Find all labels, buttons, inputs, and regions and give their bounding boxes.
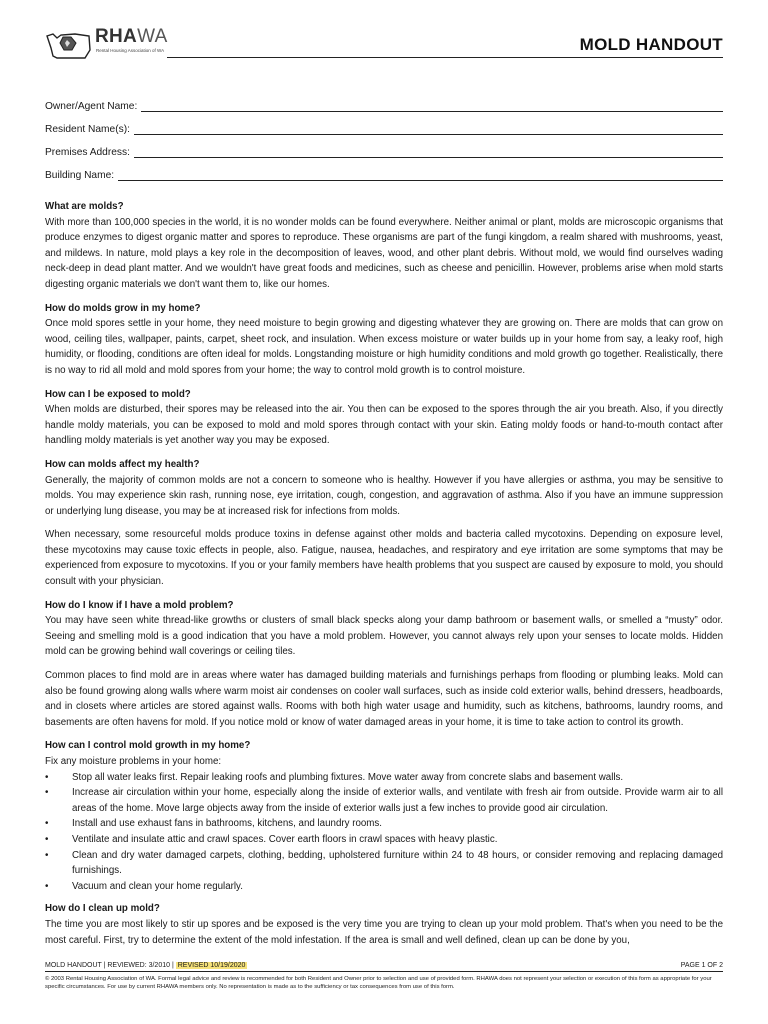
list-item: • Increase air circulation within your home, especially along the inside of exterior walls, and ventilate with fresh air from outside. Provide warm air to all areas of the home. Move large objects away from the inside of exterior walls just a few inches to provide good air circulation. bbox=[45, 787, 723, 814]
footer-disclaimer: © 2003 Rental Housing Association of WA. Formal legal advice and review is recommended for both Resident and Owner prior to selection and use of provided form. RHAWA does not represent your selection or execution of this form as appropriate for your specific circumstances. For use by current RHAWA members only. No representation is made as to the sufficiency or tax consequences from use of this form. bbox=[45, 976, 712, 990]
bullet-icon: • bbox=[45, 787, 49, 799]
list-item: • Install and use exhaust fans in bathrooms, kitchens, and laundry rooms. bbox=[45, 816, 723, 832]
section-heading-health: How can molds affect my health? bbox=[45, 458, 200, 470]
bullet-icon: • bbox=[45, 849, 49, 861]
section-heading-exposed: How can I be exposed to mold? bbox=[45, 388, 191, 400]
logo-subtitle: Rental Housing Association of WA bbox=[96, 48, 165, 53]
section-heading-what: What are molds? bbox=[45, 201, 124, 212]
footer-info-line bbox=[45, 962, 723, 972]
document-page bbox=[45, 24, 723, 956]
logo-wordmark: RHAWA bbox=[95, 26, 168, 47]
section-text-know-1: You may have seen white thread-like growths or clusters of small black specks along your damp bathroom or basement walls, or smelled a “musty” odor. Seeing and smelling mold is a good indication that you have a mold problem. However, you cannot always rely upon your senses to locate molds. Hidden mold can be growing behind wall coverings or ceiling tiles. bbox=[45, 615, 723, 658]
bullet-icon: • bbox=[45, 880, 49, 892]
control-list bbox=[45, 770, 723, 895]
footer-review-info: MOLD HANDOUT | REVIEWED: 3/2010 | REVISED 10/19/2020 bbox=[45, 962, 246, 969]
section-text-what: With more than 100,000 species in the world, it is no wonder molds can be found everywhere. Neither animal or plant, molds are microscopic organisms that produce enzymes to digest organic matter and spores to reproduce. These organisms are part of the fungi kingdom, a realm shared with mushrooms, yeast, and mildews. In nature, mold plays a key role in the decomposition of leaves, wood, and other plant debris. Without mold, we would find ourselves wading neck-deep in dead plant matter. And we wouldn't have great foods and medicines, such as cheese and penicillin. However, problems arise when mold starts digesting organic materials we don't want them to, like our homes. bbox=[45, 216, 723, 290]
revised-date-badge: REVISED 10/19/2020 bbox=[177, 962, 246, 969]
premises-address-label: Premises Address: bbox=[45, 147, 130, 158]
section-heading-control: How can I control mold growth in my home? bbox=[45, 740, 251, 752]
bullet-icon: • bbox=[45, 833, 49, 845]
section-text-health-2: When necessary, some resourceful molds produce toxins in defense against other molds and bacteria called mycotoxins. Depending on exposure level, these mycotoxins may cause toxic effects in people, also. Fatigue, nausea, headaches, and respiratory and eye irritation are some symptoms that may be experienced from exposure to mycotoxins. If you or your family members have health problems that you suspect are caused by exposure to mold, you should consult with your physician. bbox=[45, 529, 723, 588]
section-text-cleanup: The time you are most likely to stir up spores and be exposed is the very time you are trying to clean up your mold problem. That's when you need to be the most careful. First, try to determine the extent of the mold infestation. If the area is small and well defined, clean up can be done by you, bbox=[45, 918, 723, 946]
document-body bbox=[45, 199, 723, 948]
form-fields bbox=[45, 89, 723, 181]
owner-agent-name-field bbox=[45, 89, 723, 112]
bullet-icon: • bbox=[45, 771, 49, 783]
resident-names-label: Resident Name(s): bbox=[45, 124, 130, 135]
header bbox=[45, 24, 723, 64]
bullet-icon: • bbox=[45, 818, 49, 830]
owner-agent-name-input[interactable] bbox=[141, 99, 723, 112]
page-number: PAGE 1 OF 2 bbox=[680, 962, 723, 969]
premises-address-field bbox=[45, 135, 723, 158]
section-text-grow: Once mold spores settle in your home, they need moisture to begin growing and digesting whatever they are growing on. There are molds that can grow on wood, ceiling tiles, wallpaper, paints, carpet, sheet rock, and insulation. When excess moisture or water builds up in your home from say, a leaky roof, high humidity, or flooding, conditions are often ideal for molds. Longstanding moisture or high humidity conditions and mold growth go together. Realistically, there is no way to rid all mold and mold spores from your home; the way to control mold growth is to control moisture. bbox=[45, 318, 723, 376]
list-item: • Ventilate and insulate attic and crawl spaces. Cover earth floors in crawl spaces with heavy plastic. bbox=[45, 832, 723, 848]
section-heading-cleanup: How do I clean up mold? bbox=[45, 903, 160, 915]
section-text-know-2: Common places to find mold are in areas where water has damaged building materials and furnishings perhaps from flooding or plumbing leaks. Mold can also be found growing along walls where warm moist air condenses on cooler wall surfaces, such as inside cold exterior walls, behind dressers, headboards, and in closets where articles are stored against walls. Rooms with both high water usage and humidity, such as kitchens, bathrooms, laundry rooms, and basements are often havens for mold. If you notice mold or know of water damaged areas in your home, it is time to take action to control its growth. bbox=[45, 670, 723, 728]
resident-names-input[interactable] bbox=[134, 122, 723, 135]
building-name-field bbox=[45, 158, 723, 181]
header-rule bbox=[167, 57, 723, 58]
building-name-input[interactable] bbox=[118, 168, 723, 181]
premises-address-input[interactable] bbox=[134, 145, 723, 158]
section-text-exposed: When molds are disturbed, their spores may be released into the air. You then can be exposed to the spores through the air you breath. Also, if you directly handle moldy materials, you can be exposed to mold and mold spores through contact with your skin. Eating moldy foods or hand-to-mouth contact after handling moldy materials is yet another way you may be exposed. bbox=[45, 404, 723, 447]
resident-names-field bbox=[45, 112, 723, 135]
footer bbox=[45, 962, 723, 991]
list-item: • Clean and dry water damaged carpets, clothing, bedding, upholstered furniture within 24 to 48 hours, or consider removing and replacing damaged furnishings. bbox=[45, 849, 723, 877]
document-title: MOLD HANDOUT bbox=[579, 35, 723, 54]
list-item: • Stop all water leaks first. Repair leaking roofs and plumbing fixtures. Move water away from concrete slabs and basement walls. bbox=[45, 770, 723, 786]
section-heading-know: How do I know if I have a mold problem? bbox=[45, 599, 234, 611]
section-text-control-intro: Fix any moisture problems in your home: bbox=[45, 756, 222, 767]
list-item: • Vacuum and clean your home regularly. bbox=[45, 879, 723, 895]
section-text-health-1: Generally, the majority of common molds are not a concern to someone who is healthy. However if you have allergies or asthma, you may be sensitive to molds. You may experience skin rash, running nose, eye irritation, cough, congestion, and aggravation of asthma. Also if you have an immune suppression or underlying lung disease, you may be at increased risk for infections from molds. bbox=[45, 474, 723, 517]
building-name-label: Building Name: bbox=[45, 170, 115, 181]
section-heading-grow: How do molds grow in my home? bbox=[45, 302, 201, 314]
owner-agent-name-label: Owner/Agent Name: bbox=[45, 101, 138, 112]
